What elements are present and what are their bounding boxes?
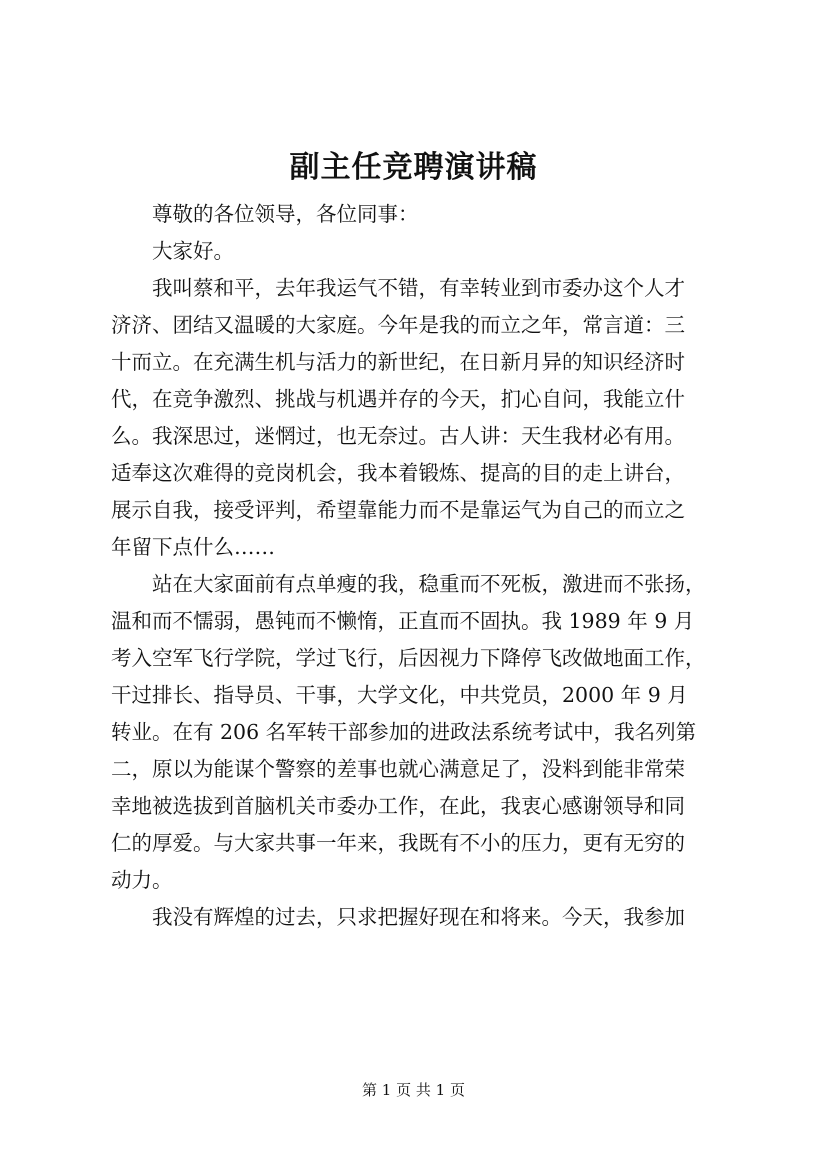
paragraph-line: 展示自我，接受评判，希望靠能力而不是靠运气为自己的而立之	[111, 498, 685, 522]
paragraph-line: 我叫蔡和平，去年我运气不错，有幸转业到市委办这个人才	[152, 276, 685, 300]
paragraph-line: 干过排长、指导员、干事，大学文化，中共党员，2000 年 9 月	[111, 683, 688, 707]
paragraph-line: 考入空军飞行学院，学过飞行，后因视力下降停飞改做地面工作，	[111, 646, 706, 670]
paragraph-line: 幸地被选拔到首脑机关市委办工作，在此，我衷心感谢领导和同	[111, 794, 685, 818]
document-title: 副主任竞聘演讲稿	[289, 150, 538, 185]
paragraph-line: 站在大家面前有点单瘦的我，稳重而不死板，激进而不张扬，	[152, 572, 706, 596]
paragraph-line: 么。我深思过，迷惘过，也无奈过。古人讲：天生我材必有用。	[111, 424, 685, 448]
salutation-line: 尊敬的各位领导，各位同事：	[152, 202, 419, 226]
document-body	[111, 196, 723, 936]
paragraph-line: 我没有辉煌的过去，只求把握好现在和将来。今天，我参加	[152, 905, 685, 929]
paragraph-line: 代，在竞争激烈、挑战与机遇并存的今天，扪心自问，我能立什	[111, 387, 685, 411]
paragraph-line: 二，原以为能谋个警察的差事也就心满意足了，没料到能非常荣	[111, 757, 685, 781]
paragraph-line: 温和而不懦弱，愚钝而不懒惰，正直而不固执。我 1989 年 9 月	[111, 609, 695, 633]
page-footer: 第 1 页 共 1 页	[362, 1081, 465, 1099]
paragraph-line: 济济、团结又温暖的大家庭。今年是我的而立之年，常言道：三	[111, 313, 685, 337]
paragraph-line: 适奉这次难得的竞岗机会，我本着锻炼、提高的目的走上讲台，	[111, 461, 685, 485]
paragraph-line: 仁的厚爱。与大家共事一年来，我既有不小的压力，更有无穷的	[111, 831, 685, 855]
greeting-line: 大家好。	[152, 239, 234, 263]
paragraph-line: 动力。	[111, 868, 173, 892]
paragraph-line: 年留下点什么……	[111, 535, 275, 559]
paragraph-line: 十而立。在充满生机与活力的新世纪，在日新月异的知识经济时	[111, 350, 685, 374]
paragraph-line: 转业。在有 206 名军转干部参加的进政法系统考试中，我名列第	[111, 720, 697, 744]
